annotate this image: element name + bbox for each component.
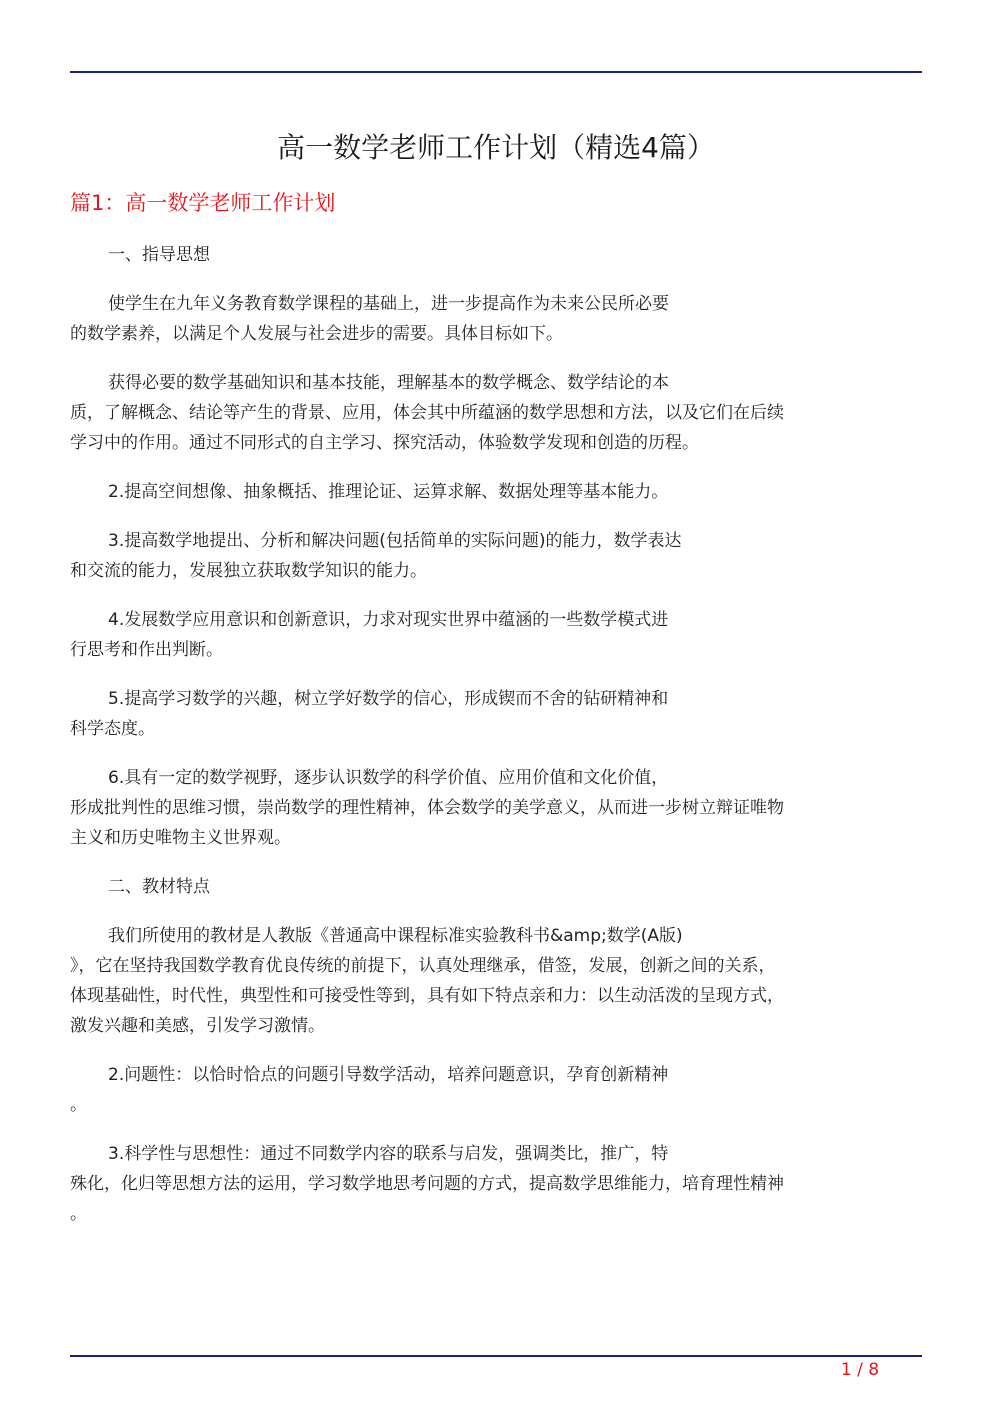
paragraph-line: 5.提高学习数学的兴趣，树立学好数学的信心，形成锲而不舍的钻研精神和 [108, 689, 669, 709]
document-body [70, 240, 922, 1248]
footer-rule [70, 1355, 922, 1357]
paragraph-line: 形成批判性的思维习惯，崇尚数学的理性精神，体会数学的美学意义，从而进一步树立辩证唯物 [70, 798, 784, 818]
paragraph-line: 我们所使用的教材是人教版《普通高中课程标准实验教科书&amp;数学(A版) [108, 926, 683, 946]
paragraph-line: 的数学素养，以满足个人发展与社会进步的需要。具体目标如下。 [70, 324, 563, 344]
paragraph [70, 872, 922, 902]
paragraph [70, 1060, 922, 1120]
header-rule [70, 71, 922, 73]
paragraph-line: 质，了解概念、结论等产生的背景、应用，体会其中所蕴涵的数学思想和方法，以及它们在后续 [70, 403, 784, 423]
paragraph-line: 。 [70, 1204, 87, 1224]
paragraph-line: 获得必要的数学基础知识和基本技能，理解基本的数学概念、数学结论的本 [108, 373, 669, 393]
paragraph [70, 526, 922, 586]
paragraph-line: 激发兴趣和美感，引发学习激情。 [70, 1016, 325, 1036]
page-number: 1 / 8 [840, 1360, 880, 1380]
paragraph-line: 和交流的能力，发展独立获取数学知识的能力。 [70, 561, 427, 581]
paragraph-line: 主义和历史唯物主义世界观。 [70, 828, 291, 848]
paragraph [70, 763, 922, 853]
paragraph-line: 科学态度。 [70, 719, 155, 739]
paragraph-line: 2.问题性：以恰时恰点的问题引导数学活动，培养问题意识，孕育创新精神 [108, 1065, 669, 1085]
section-title: 篇1：高一数学老师工作计划 [70, 191, 336, 215]
paragraph [70, 605, 922, 665]
paragraph-line: 。 [70, 1095, 87, 1115]
paragraph-line: 3.提高数学地提出、分析和解决问题(包括简单的实际问题)的能力，数学表达 [108, 531, 682, 551]
paragraph [70, 368, 922, 458]
paragraph-line: 使学生在九年义务教育数学课程的基础上，进一步提高作为未来公民所必要 [108, 294, 669, 314]
document-title: 高一数学老师工作计划（精选4篇） [277, 131, 715, 164]
paragraph [70, 289, 922, 349]
paragraph-line: 体现基础性，时代性，典型性和可接受性等到，具有如下特点亲和力：以生动活泼的呈现方式， [70, 986, 784, 1006]
paragraph-line: 一、指导思想 [108, 245, 210, 265]
paragraph-line: 行思考和作出判断。 [70, 640, 223, 660]
paragraph-line: 4.发展数学应用意识和创新意识，力求对现实世界中蕴涵的一些数学模式进 [108, 610, 669, 630]
paragraph [70, 921, 922, 1041]
paragraph-line: 学习中的作用。通过不同形式的自主学习、探究活动，体验数学发现和创造的历程。 [70, 433, 699, 453]
paragraph-line: 6.具有一定的数学视野，逐步认识数学的科学价值、应用价值和文化价值， [108, 768, 669, 788]
paragraph-line: 》，它在坚持我国数学教育优良传统的前提下，认真处理继承，借签，发展，创新之间的关系， [70, 956, 776, 976]
paragraph-line: 殊化，化归等思想方法的运用，学习数学地思考问题的方式，提高数学思维能力，培育理性精神 [70, 1174, 784, 1194]
paragraph-line: 2.提高空间想像、抽象概括、推理论证、运算求解、数据处理等基本能力。 [108, 482, 669, 502]
paragraph [70, 240, 922, 270]
paragraph-line: 二、教材特点 [108, 877, 210, 897]
paragraph [70, 477, 922, 507]
paragraph-line: 3.科学性与思想性：通过不同数学内容的联系与启发，强调类比，推广，特 [108, 1144, 669, 1164]
paragraph [70, 1139, 922, 1229]
paragraph [70, 684, 922, 744]
